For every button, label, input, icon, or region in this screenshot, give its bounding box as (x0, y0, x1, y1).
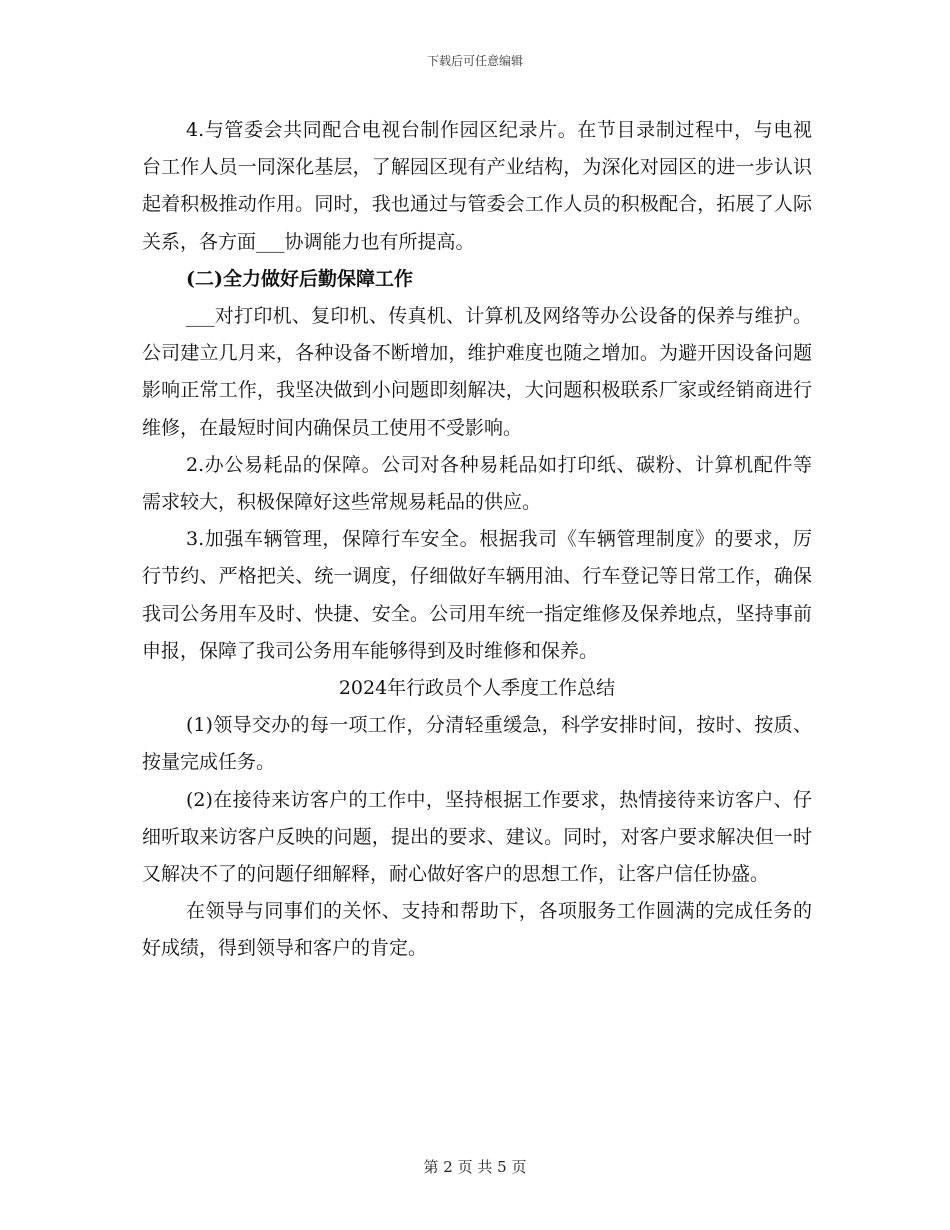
paragraph-task-priority: (1)领导交办的每一项工作，分清轻重缓急，科学安排时间，按时、按质、按量完成任务。 (142, 714, 812, 774)
document-body (142, 112, 812, 968)
section-heading-logistics: (二)全力做好后勤保障工作 (186, 267, 413, 290)
paragraph-equipment-maintenance: ___对打印机、复印机、传真机、计算机及网络等办公设备的保养与维护。公司建立几月来，各种设备不断增加，维护难度也随之增加。为避开因设备问题影响正常工作，我坚决做到小问题即刻解决，大问题积极联系厂家或经销商进行维修，在最短时间内确保员工使用不受影响。 (142, 305, 812, 439)
paragraph-conclusion: 在领导与同事们的关怀、支持和帮助下，各项服务工作圆满的完成任务的好成绩，得到领导和客户的肯定。 (142, 900, 812, 960)
page-header: 下载后可任意编辑 (426, 54, 523, 68)
paragraph-consumables: 2.办公易耗品的保障。公司对各种易耗品如打印纸、碳粉、计算机配件等需求较大，积极保障好这些常规易耗品的供应。 (142, 453, 812, 514)
page-footer: 第 2 页 共 5 页 (423, 1158, 527, 1176)
document-title: 2024年行政员个人季度工作总结 (338, 677, 616, 700)
paragraph-vehicle-management: 3.加强车辆管理，保障行车安全。根据我司《车辆管理制度》的要求，厉行节约、严格把关、统一调度，仔细做好车辆用油、行车登记等日常工作，确保我司公务用车及时、快捷、安全。公司用车统一指定维修及保养地点，坚持事前申报，保障了我司公务用车能够得到及时维修和保养。 (142, 528, 812, 662)
paragraph-documentary: 4.与管委会共同配合电视台制作园区纪录片。在节目录制过程中，与电视台工作人员一同深化基层，了解园区现有产业结构，为深化对园区的进一步认识起着积极推动作用。同时，我也通过与管委会工作人员的积极配合，拓展了人际关系，各方面___协调能力也有所提高。 (142, 119, 812, 253)
paragraph-client-reception: (2)在接待来访客户的工作中，坚持根据工作要求，热情接待来访客户、仔细听取来访客户反映的问题，提出的要求、建议。同时，对客户要求解决但一时又解决不了的问题仔细解释，耐心做好客户的思想工作，让客户信任协盛。 (142, 788, 812, 886)
